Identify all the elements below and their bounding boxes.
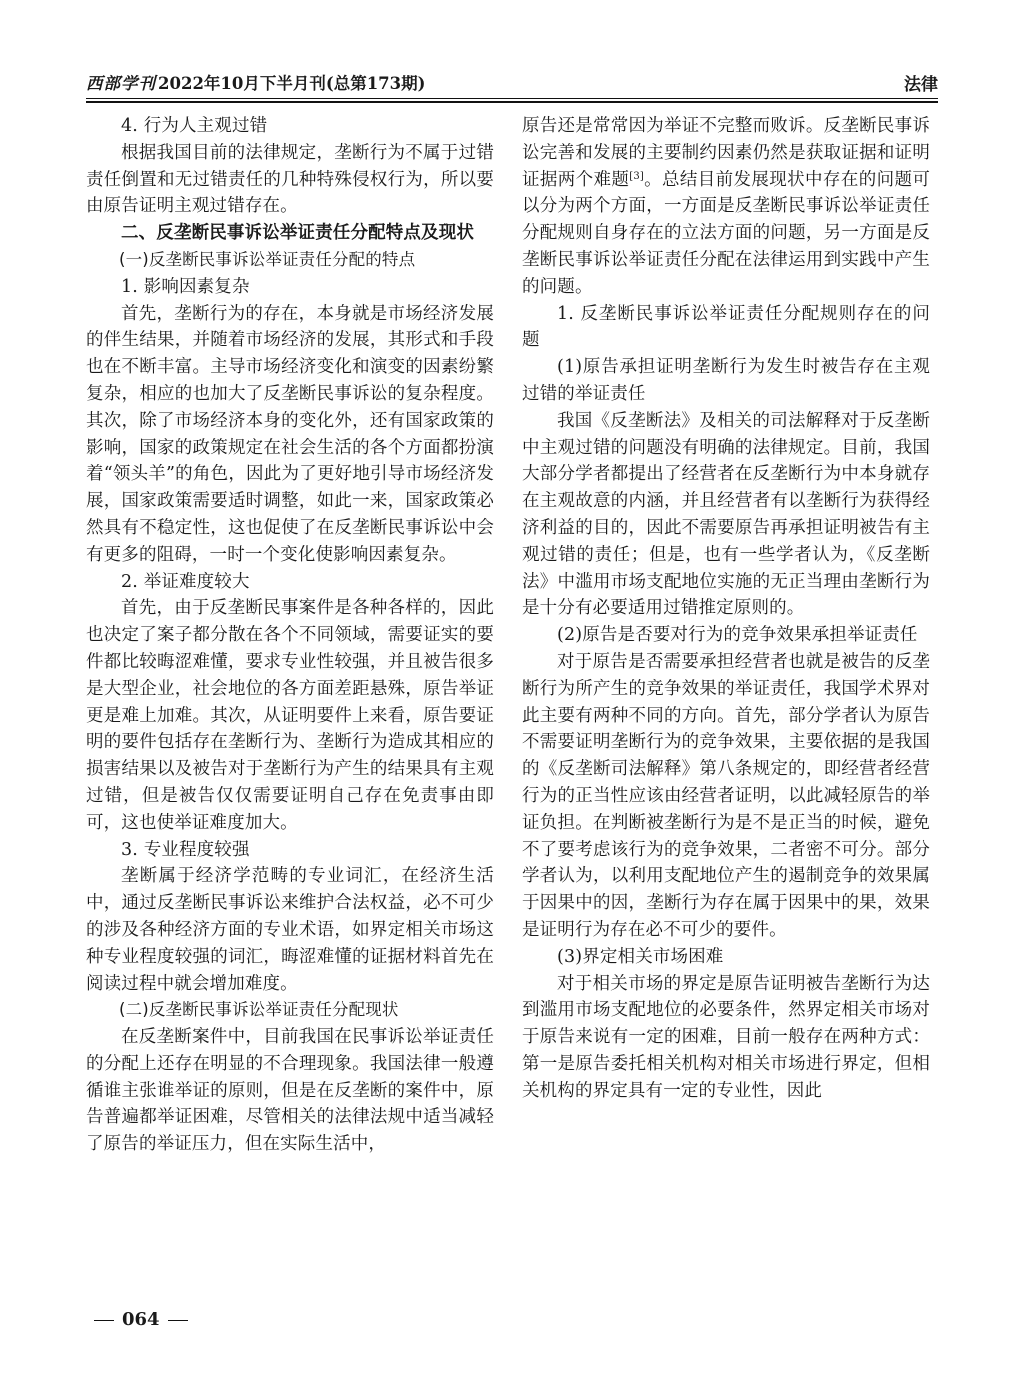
- paragraph-text: 1. 反垄断民事诉讼举证责任分配规则存在的问题: [522, 303, 930, 351]
- issue-info: 2022年10月下半月刊(总第173期): [158, 74, 426, 93]
- footer-dash-right: [168, 1320, 188, 1321]
- paragraph-text: 首先，由于反垄断民事案件是各种各样的，因此也决定了案子都分散在各个不同领域，需要证实的要件都比较晦涩难懂，要求专业性较强，并且被告很多是大型企业，社会地位的各方面差距悬殊，原告举证更是难上加难。其次，从证明要件上来看，原告要证明的要件包括存在垄断行为、垄断行为造成其相应的损害结果以及被告对于垄断行为产生的结果具有主观过错，但是被告仅仅需要证明自己存在免责事由即可，这也使举证难度加大。: [86, 598, 494, 833]
- paragraph: [522, 408, 930, 622]
- paragraph-text: (1)原告承担证明垄断行为发生时被告存在主观过错的举证责任: [522, 357, 930, 404]
- paragraph-text: 对于相关市场的界定是原告证明被告垄断行为达到滥用市场支配地位的必要条件，然界定相关市场对于原告来说有一定的困难，目前一般存在两种方式：第一是原告委托相关机构对相关市场进行界定，但相关机构的界定具有一定的专业性，因此: [522, 973, 930, 1101]
- paragraph-text: 二、反垄断民事诉讼举证责任分配特点及现状: [121, 223, 474, 244]
- subsection-heading: [86, 997, 494, 1024]
- paragraph-text: 垄断属于经济学范畴的专业词汇，在经济生活中，通过反垄断民事诉讼来维护合法权益，必不可少的涉及各种经济方面的专业术语，如界定相关市场这种专业程度较强的词汇，晦涩难懂的证据材料首先在阅读过程中就会增加难度。: [86, 866, 494, 994]
- page-footer: [86, 1309, 196, 1330]
- paragraph-text: 1. 影响因素复杂: [121, 276, 250, 297]
- left-column: [86, 113, 494, 1158]
- paragraph-text: 首先，垄断行为的存在，本身就是市场经济发展的伴生结果，并随着市场经济的发展，其形式和手段也在不断丰富。主导市场经济变化和演变的因素纷繁复杂，相应的也加大了反垄断民事诉讼的复杂程度。其次，除了市场经济本身的变化外，还有国家政策的影响，国家的政策规定在社会生活的各个方面都扮演着“领头羊”的角色，因此为了更好地引导市场经济发展，国家政策需要适时调整，如此一来，国家政策必然具有不稳定性，这也促使了在反垄断民事诉讼中会有更多的阻碍，一时一个变化使影响因素复杂。: [86, 303, 494, 565]
- paragraph-text-continued: 。总结目前发展现状中存在的问题可以分为两个方面，一方面是反垄断民事诉讼举证责任分配规则自身存在的立法方面的问题，另一方面是反垄断民事诉讼举证责任分配在法律运用到实践中产生的问题。: [522, 169, 930, 297]
- paragraph-text: 我国《反垄断法》及相关的司法解释对于反垄断中主观过错的问题没有明确的法律规定。目前，我国大部分学者都提出了经营者在反垄断行为中本身就存在主观故意的内涵，并且经营者有以垄断行为获得经济利益的目的，因此不需要原告再承担证明被告有主观过错的责任；但是，也有一些学者认为，《反垄断法》中滥用市场支配地位实施的无正当理由垄断行为是十分有必要适用过错推定原则的。: [522, 410, 930, 619]
- paragraph-text: (2)原告是否要对行为的竞争效果承担举证责任: [557, 625, 918, 646]
- paragraph-text: (二)反垄断民事诉讼举证责任分配现状: [119, 1000, 399, 1020]
- paragraph: [86, 113, 494, 140]
- paragraph: [522, 971, 930, 1105]
- paragraph: [522, 354, 930, 408]
- paragraph-text: 根据我国目前的法律规定，垄断行为不属于过错责任倒置和无过错责任的几种特殊侵权行为，所以要由原告证明主观过错存在。: [86, 142, 494, 217]
- paragraph: [86, 1024, 494, 1158]
- paragraph-text: 原告还是常常因为举证不完整而败诉。反垄断民事诉讼完善和发展的主要制约因素仍然是获取证据和证明证据两个难题: [522, 116, 930, 190]
- paragraph: [86, 301, 494, 569]
- right-column: [522, 113, 930, 1104]
- paragraph: [522, 622, 930, 649]
- paragraph-text: 2. 举证难度较大: [121, 571, 250, 592]
- paragraph: [522, 944, 930, 971]
- running-header: [86, 64, 938, 98]
- paragraph: [86, 837, 494, 864]
- paragraph: [86, 569, 494, 596]
- header-rule-thick: [86, 101, 938, 103]
- journal-info: [86, 70, 425, 94]
- section-heading: [86, 220, 494, 247]
- paragraph: [86, 595, 494, 836]
- header-rule-thin: [86, 98, 938, 99]
- paragraph-text: 对于原告是否需要承担经营者也就是被告的反垄断行为所产生的竞争效果的举证责任，我国学术界对此主要有两种不同的方向。首先，部分学者认为原告不需要证明垄断行为的竞争效果，主要依据的是我国的《反垄断司法解释》第八条规定的，即经营者经营行为的正当性应该由经营者证明，以此减轻原告的举证负担。在判断被垄断行为是不是正当的时候，避免不了要考虑该行为的竞争效果，二者密不可分。部分学者认为，以利用支配地位产生的遏制竞争的效果属于因果中的因，垄断行为存在属于因果中的果，效果是证明行为存在必不可少的要件。: [522, 651, 930, 940]
- paragraph: [86, 274, 494, 301]
- subsection-heading: [86, 247, 494, 274]
- paragraph: [86, 863, 494, 997]
- paragraph-text: (3)界定相关市场困难: [557, 946, 724, 967]
- paragraph: [522, 301, 930, 355]
- paragraph: [522, 649, 930, 944]
- paragraph: [522, 113, 930, 301]
- citation-ref: [3]: [629, 170, 644, 182]
- paragraph-text: 4. 行为人主观过错: [121, 116, 268, 136]
- paragraph-text: (一)反垄断民事诉讼举证责任分配的特点: [119, 249, 416, 269]
- section-label: 法律: [904, 75, 938, 95]
- paragraph-text: 3. 专业程度较强: [121, 839, 250, 860]
- journal-masthead: 西部学刊: [86, 74, 156, 93]
- footer-dash-left: [94, 1320, 114, 1321]
- page-number: 064: [122, 1309, 160, 1330]
- paragraph-text: 在反垄断案件中，目前我国在民事诉讼举证责任的分配上还存在明显的不合理现象。我国法律一般遵循谁主张谁举证的原则，但是在反垄断的案件中，原告普遍都举证困难，尽管相关的法律法规中适当减轻了原告的举证压力，但在实际生活中，: [86, 1027, 494, 1155]
- paragraph: [86, 140, 494, 220]
